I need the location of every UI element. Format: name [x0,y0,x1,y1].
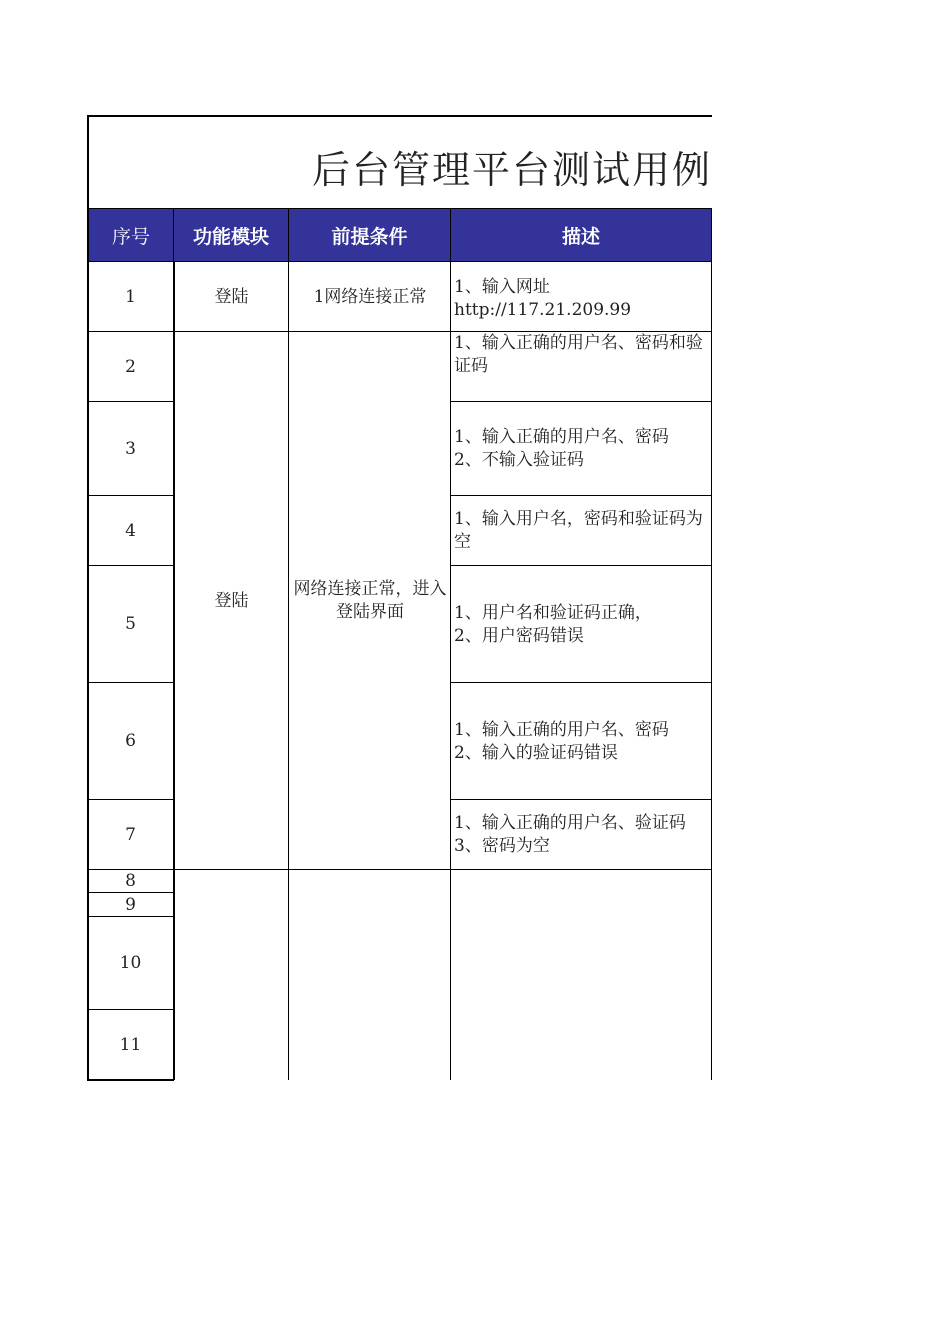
sheet-title: 后台管理平台测试用例 [311,148,712,192]
title-row [87,115,712,208]
row-8-seq: 8 [125,871,136,891]
row-5-seq: 5 [125,614,136,634]
row-4-seq: 4 [125,520,136,541]
row-1-description: 1、输入网址 http://117.21.209.99 [454,277,632,320]
login-module-cell: 登陆 [214,590,249,611]
header-precondition: 前提条件 [289,208,451,262]
login-precondition-cell: 网络连接正常，进入登陆界面 [293,579,447,622]
row-3-description: 1、输入正确的用户名、密码 2、不输入验证码 [454,427,669,470]
row-1-precondition: 1网络连接正常 [313,286,427,307]
row-4-description: 1、输入用户名，密码和验证码为空 [454,509,703,552]
row-2-description: 1、输入正确的用户名、密码和验证码 [454,333,703,376]
row-7-description: 1、输入正确的用户名、验证码 3、密码为空 [454,813,686,856]
row-5-description: 1、用户名和验证码正确， 2、用户密码错误 [454,602,652,646]
row-1-module: 登陆 [214,286,249,307]
row-1-seq: 1 [125,286,136,307]
row-9-seq: 9 [125,894,136,915]
row-2-seq: 2 [125,356,136,377]
row-6-description: 1、输入正确的用户名、密码 2、输入的验证码错误 [454,719,669,763]
row-10-seq: 10 [119,953,142,973]
header-description: 描述 [451,208,712,262]
row-6-seq: 6 [125,731,136,751]
header-seq: 序号 [87,208,174,262]
header-module: 功能模块 [174,208,289,262]
row-3-seq: 3 [125,438,136,459]
row-11-seq: 11 [119,1034,142,1055]
row-7-seq: 7 [125,824,136,845]
